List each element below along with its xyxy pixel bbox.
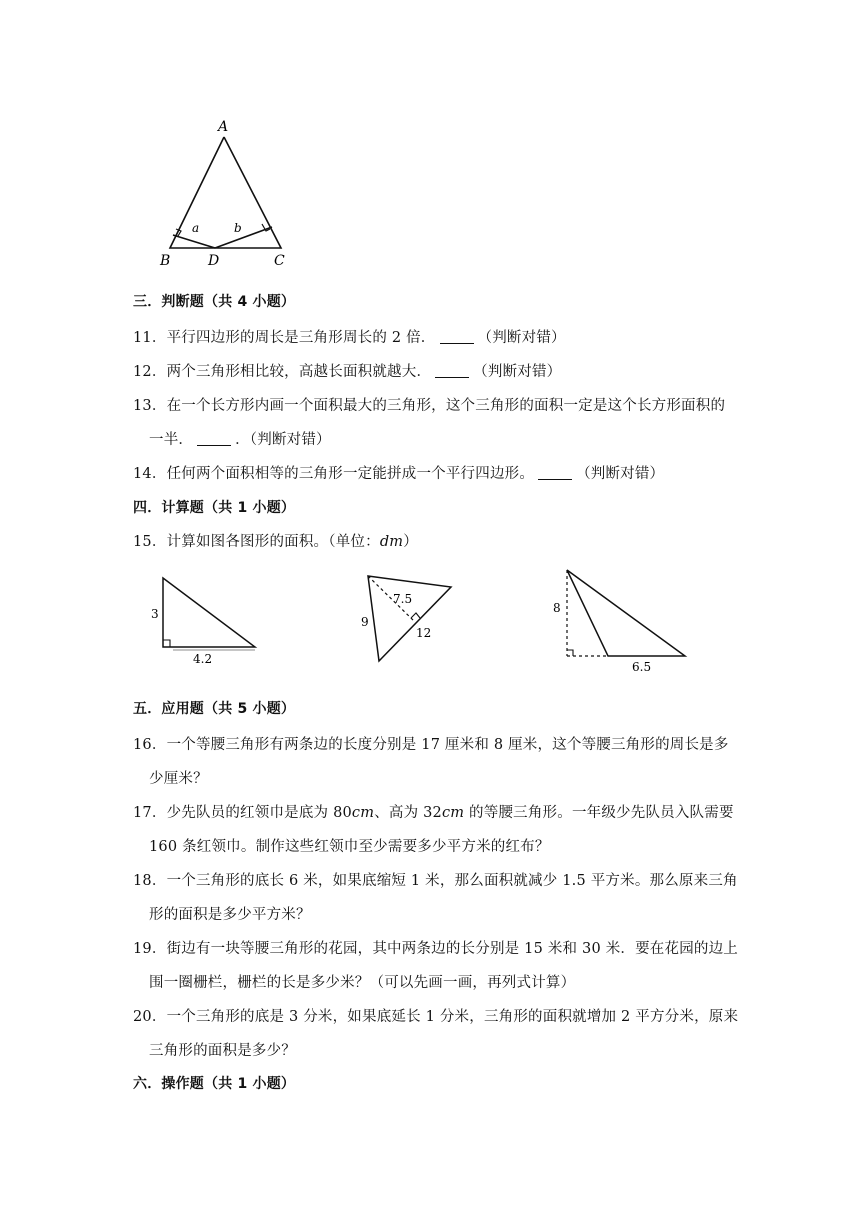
label-b-vertex: B <box>160 253 171 269</box>
figure-2-base-label: 12 <box>416 626 432 640</box>
figure-3-right-angle <box>567 650 573 656</box>
question-14 <box>133 462 664 483</box>
figure-1-right-triangle <box>145 570 265 670</box>
figure-2-right-angle <box>411 613 420 618</box>
answer-blank[interactable] <box>435 363 469 378</box>
question-number: 11． <box>133 330 167 346</box>
section-5-title: 五．应用题（共 5 小题） <box>133 701 296 717</box>
figure-1-triangle <box>163 578 255 647</box>
question-text: 一个三角形的底长 6 米，如果底缩短 1 米，那么面积就减少 1.5 平方米。那么原来三角 <box>166 873 738 889</box>
question-18-line-1 <box>133 869 738 890</box>
question-19-line-1 <box>133 937 738 958</box>
figure-3-obtuse-triangle <box>550 564 695 674</box>
question-16-line-2: 少厘米？ <box>149 771 208 787</box>
question-12 <box>133 360 561 381</box>
question-hint: （判断对错） <box>473 364 562 380</box>
question-text: 在一个长方形内画一个面积最大的三角形，这个三角形的面积一定是这个长方形面积的 <box>166 398 726 414</box>
question-text: 街边有一块等腰三角形的花园，其中两条边的长分别是 15 米和 30 米．要在花园的边上 <box>166 941 738 957</box>
question-19-line-2: 围一圈栅栏，栅栏的长是多少米？（可以先画一画，再列式计算） <box>149 975 576 991</box>
unit-cm: cm <box>351 805 375 821</box>
question-number: 15． <box>133 534 167 550</box>
question-text: 计算如图各图形的面积。（单位： <box>166 534 380 550</box>
segment-db <box>215 227 272 248</box>
question-number: 16． <box>133 737 167 753</box>
question-20-line-1 <box>133 1005 738 1026</box>
figure-1-height-label: 3 <box>151 607 159 621</box>
figure-1-base-label: 4.2 <box>193 652 213 666</box>
figure-3-triangle-outline <box>567 570 685 656</box>
question-hint: ．（判断对错） <box>235 432 331 448</box>
label-d-vertex: D <box>208 253 220 269</box>
figure-3-base-label: 6.5 <box>632 660 652 674</box>
question-18-line-2: 形的面积是多少平方米？ <box>149 907 311 923</box>
label-c-vertex: C <box>274 253 285 269</box>
question-hint: （判断对错） <box>576 466 665 482</box>
triangle-outline <box>170 137 281 248</box>
question-number: 13． <box>133 398 167 414</box>
section-4-title: 四．计算题（共 1 小题） <box>133 500 296 516</box>
question-text: 任何两个面积相等的三角形一定能拼成一个平行四边形。 <box>166 466 535 482</box>
label-a-segment: a <box>192 221 200 235</box>
question-text: 一半． <box>149 432 194 448</box>
answer-blank[interactable] <box>538 465 572 480</box>
question-text-end: ） <box>403 534 418 550</box>
question-number: 17． <box>133 805 167 821</box>
question-text: 、高为 32 <box>374 805 442 821</box>
triangle-abc-figure <box>150 115 300 275</box>
question-number: 19． <box>133 941 167 957</box>
label-a-vertex: A <box>218 119 229 135</box>
figure-2-triangle <box>355 568 465 668</box>
question-text: 少先队员的红领巾是底为 80 <box>166 805 352 821</box>
figure-3-height-label: 8 <box>553 601 561 615</box>
question-16-line-1 <box>133 733 729 754</box>
question-text: 平行四边形的周长是三角形周长的 2 倍． <box>166 330 436 346</box>
unit-cm: cm <box>441 805 465 821</box>
question-hint: （判断对错） <box>477 330 566 346</box>
figure-2-height-label: 7.5 <box>393 592 413 606</box>
figure-2-side-label: 9 <box>361 615 369 629</box>
question-text: 一个三角形的底是 3 分米，如果底延长 1 分米，三角形的面积就增加 2 平方分米，原来 <box>166 1009 739 1025</box>
answer-blank[interactable] <box>440 329 474 344</box>
unit-label: dm <box>379 534 404 550</box>
question-20-line-2: 三角形的面积是多少？ <box>149 1043 296 1059</box>
section-6-title: 六．操作题（共 1 小题） <box>133 1076 296 1092</box>
question-text: 两个三角形相比较，高越长面积就越大． <box>166 364 432 380</box>
segment-da <box>173 235 215 248</box>
question-number: 18． <box>133 873 167 889</box>
figure-1-right-angle <box>163 640 170 647</box>
question-number: 14． <box>133 466 167 482</box>
label-b-segment: b <box>234 221 242 235</box>
question-number: 20． <box>133 1009 167 1025</box>
question-17-line-2: 160 条红领巾。制作这些红领巾至少需要多少平方米的红布？ <box>149 839 550 855</box>
figure-2-triangle-outline <box>368 576 451 661</box>
question-13-line-1 <box>133 394 725 415</box>
question-text: 的等腰三角形。一年级少先队员入队需要 <box>464 805 734 821</box>
question-text: 一个等腰三角形有两条边的长度分别是 17 厘米和 8 厘米，这个等腰三角形的周长是多 <box>166 737 729 753</box>
section-3-title: 三．判断题（共 4 小题） <box>133 294 296 310</box>
answer-blank[interactable] <box>197 431 231 446</box>
question-11 <box>133 326 566 347</box>
question-number: 12． <box>133 364 167 380</box>
question-15 <box>133 530 418 551</box>
question-13-line-2 <box>149 428 331 449</box>
question-17-line-1 <box>133 801 734 822</box>
